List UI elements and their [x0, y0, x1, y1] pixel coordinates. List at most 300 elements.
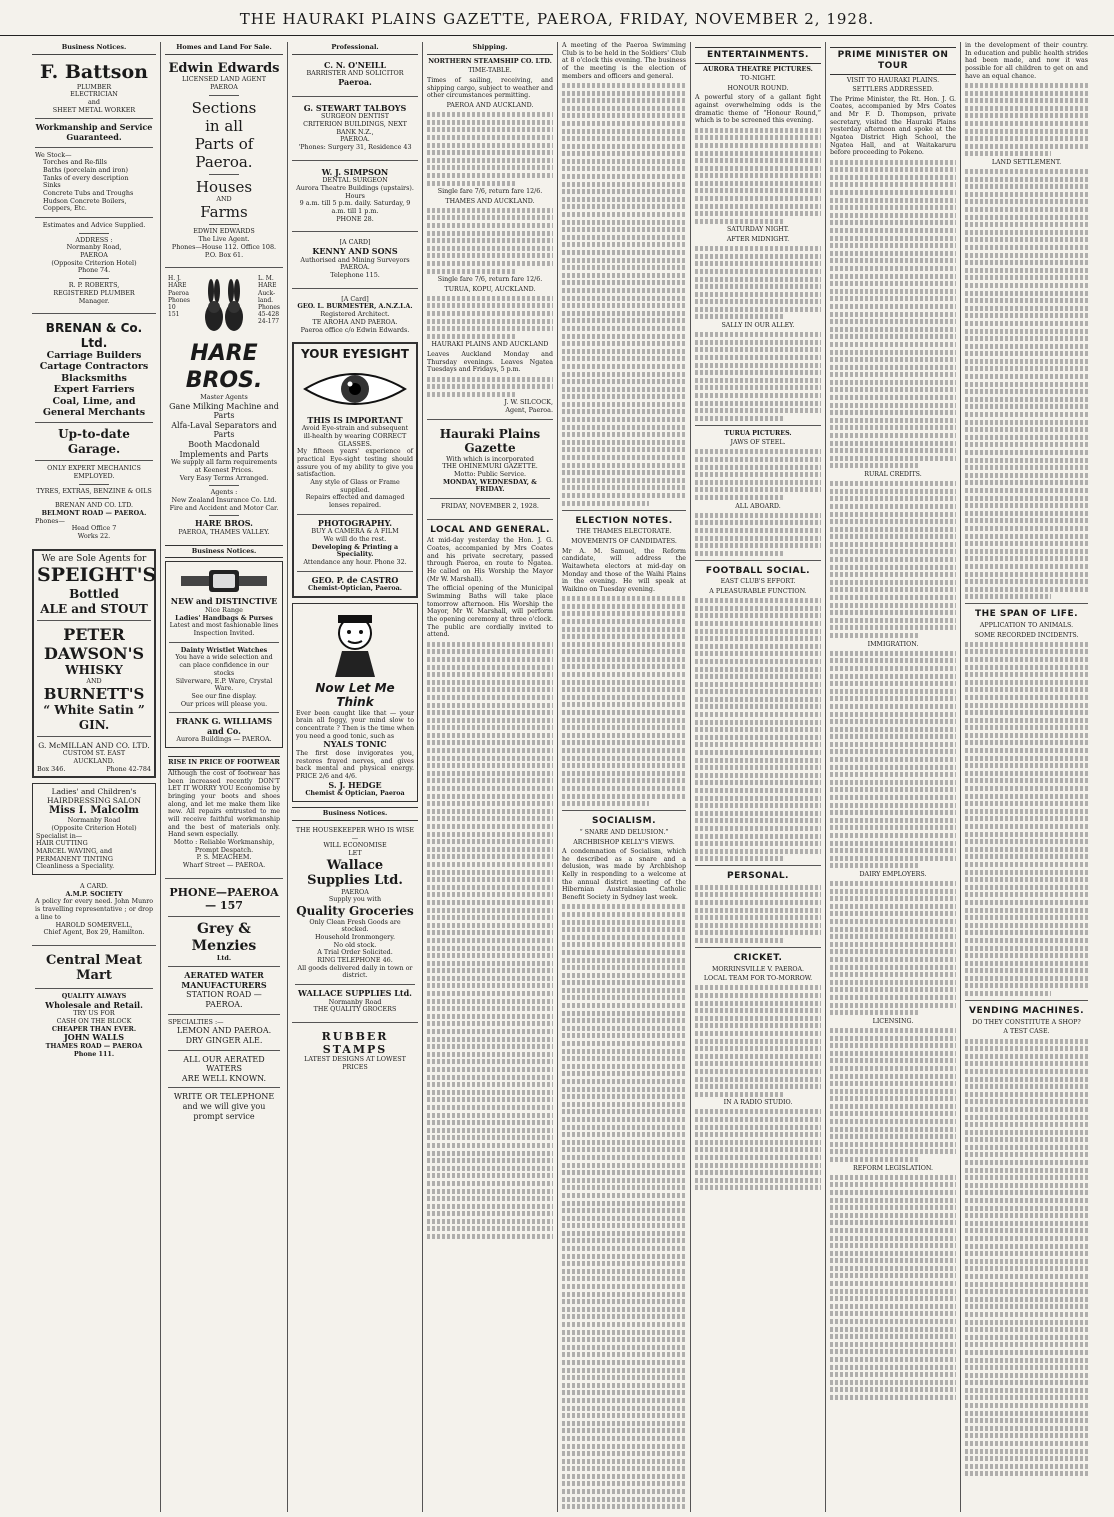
section-heading: CRICKET. [733, 952, 783, 963]
subheading: A TEST CASE. [1003, 1028, 1050, 1036]
ad-line: Nice Range [205, 606, 243, 615]
ad-line: LET [348, 848, 362, 857]
ad-line: TYRES, EXTRAS, BENZINE & OILS [36, 486, 152, 495]
rubber-stamps-ad [292, 1027, 418, 1075]
section-heading: PRIME MINISTER ON TOUR [830, 47, 956, 75]
ad-line: Phones [168, 296, 191, 304]
ad-line: Developing & Printing a Speciality. [311, 542, 399, 559]
ad-title: RUBBER STAMPS [321, 1030, 389, 1057]
ad-line: HARE [257, 282, 277, 290]
eye-icon [300, 364, 410, 414]
ad-line: AERATED WATER [184, 970, 264, 981]
ad-line: Master Agents [200, 392, 248, 401]
section-heading: SOCIALISM. [592, 816, 656, 827]
ad-line: PAEROA [341, 887, 369, 896]
list-item: Concrete Tubs and Troughs [43, 188, 134, 197]
ad-line: CHEAPER THAN EVER. [51, 1024, 137, 1033]
route-title: HAURAKI PLAINS AND AUCKLAND [431, 341, 549, 349]
ad-line: DRY GINGER ALE. [185, 1035, 263, 1045]
ad-line: THIS IS IMPORTANT [307, 414, 403, 425]
subheading: DAIRY EMPLOYERS. [859, 870, 927, 878]
route-title: PAEROA AND AUCKLAND. [446, 102, 534, 110]
ad-line: [A CARD] [339, 238, 371, 247]
ad-line: Normanby Road, [66, 243, 122, 252]
section-heading: PERSONAL. [727, 871, 789, 882]
ad-line: Phones [257, 303, 280, 311]
hare-bros-ad [165, 272, 283, 539]
ad-line: WRITE OR TELEPHONE [173, 1092, 275, 1102]
ad-line: HAIR CUTTING [36, 839, 88, 848]
ad-line: Paeroa. [338, 77, 372, 88]
ad-line: [A Card] [341, 294, 369, 303]
section-heading: THE SPAN OF LIFE. [974, 609, 1079, 620]
ad-line: Estimates and Advice Supplied. [42, 221, 146, 230]
ad-line: GEO. P. de CASTRO [311, 574, 399, 585]
ad-line: DAWSON'S [43, 644, 145, 664]
column-header: Professional. [292, 42, 418, 55]
ad-title: BRENAN & Co. Ltd. [45, 321, 143, 350]
ad-line: Motto : Reliable Workmanship, Prompt Despatch. [173, 837, 275, 854]
ad-line: My fifteen years' experience of practical Eye-sight testing should assure you of my ability to give you satisfaction. [297, 448, 413, 479]
ad-line: 151 [168, 311, 180, 319]
ad-line: Blacksmiths [61, 372, 127, 384]
ad-line: Cleanliness a Speciality. [36, 862, 115, 871]
route-title: TURUA, KOPU, AUCKLAND. [444, 285, 536, 293]
meat-mart-ad [32, 950, 156, 1062]
ad-line: Expert Farriers [53, 384, 135, 396]
ad-line: WALLACE SUPPLIES Ltd. [298, 988, 412, 999]
ad-line: Ladies' Handbags & Purses [175, 613, 273, 622]
gazette-title: Hauraki Plains Gazette [439, 426, 541, 456]
speights-ad [32, 549, 156, 779]
ad-text: Although the cost of footwear has been increased recently DON'T LET IT WORRY YOU Economise by bringing your boots and shoes along, and let me make them like new. All repairs entrusted to me will receive faithful workmanship and the best of materials only. Hand sewn especially. [168, 769, 280, 839]
ad-line: No old stock. [333, 940, 377, 949]
ad-title: Now Let Me Think [315, 681, 395, 710]
column-7 [826, 42, 961, 1512]
column-4 [423, 42, 558, 1512]
ad-line: Paeroa office c/o Edwin Edwards. [300, 325, 410, 334]
article-text: At mid-day yesterday the Hon. J. G. Coates, accompanied by Mrs Coates and his private secretary, passed through Paeroa, en route to Ngatea. He called on His Worship the Mayor (Mr W. Marshall). [427, 537, 553, 583]
ad-line: PHONE—PAEROA — 157 [169, 885, 279, 912]
hare-rabbit-icon [196, 277, 252, 339]
article-text: The Prime Minister, the Rt. Hon. J. G. Coates, accompanied by Mrs Coates and Mr F. D. Thompson, private secretary, visited the Hauraki Plains yesterday afternoon and spoke at the Ngatea District High School, the Ngatea Hall, and at Waitakaruru before proceeding to Pokeno. [830, 95, 956, 157]
ad-line: Normanby Road [67, 816, 121, 825]
subheading: AURORA THEATRE PICTURES. [703, 65, 813, 73]
ad-line: Authorised and Mining Surveyors [300, 255, 410, 264]
column-8 [961, 42, 1092, 1512]
ad-line: A Trial Order Solicited. [317, 948, 393, 957]
ad-line: THE OHINEMURI GAZETTE. [442, 462, 538, 471]
ad-line: Repairs effected and damaged lenses repaired. [305, 493, 405, 509]
subheading: IMMIGRATION. [867, 640, 919, 648]
stock-list [35, 159, 153, 213]
ad-title: G. STEWART TALBOYS [303, 102, 407, 113]
subheading: VISIT TO HAURAKI PLAINS. [846, 76, 940, 84]
ad-title: F. Battson [40, 60, 148, 83]
subheading: IN A RADIO STUDIO. [723, 1099, 793, 1107]
ad-line: We will do the rest. [323, 534, 387, 543]
column-2 [161, 42, 288, 1512]
ad-line: ELECTRICIAN [70, 90, 118, 99]
timetable-title: TIME-TABLE. [468, 67, 512, 75]
fare-line: Single fare 7/6, return fare 12/6. [437, 188, 543, 196]
column-header: Business Notices. [165, 545, 283, 559]
masthead: THE HAURAKI PLAINS GAZETTE, PAEROA, FRIDAY, NOVEMBER 2, 1928. [0, 0, 1114, 36]
subheading: RURAL CREDITS. [864, 471, 922, 478]
ad-line: ONLY EXPERT MECHANICS EMPLOYED. [47, 464, 141, 480]
ad-line: DENTAL SURGEON [322, 176, 388, 185]
ad-line: Avoid Eye-strain and subsequent ill-health by wearing CORRECT GLASSES. [301, 424, 409, 448]
battson-ad [32, 58, 156, 308]
ad-line: Wholesale and Retail. [45, 999, 143, 1010]
route-title: THAMES AND AUCKLAND. [445, 197, 535, 205]
ad-line: 'Phones: Surgery 31, Residence 43 [298, 143, 412, 152]
ad-line: With which is incorporated [446, 454, 534, 463]
ad-line: Hours [345, 191, 365, 200]
ad-line: PAEROA. [340, 263, 370, 272]
route-text: Leaves Auckland Monday and Thursday evenings. Leaves Ngatea Tuesdays and Fridays, 5 p.m. [427, 350, 553, 374]
ad-line: The first dose invigorates you, restores frayed nerves, and gives back mental and physical energy. PRICE 2/6 and 4/6. [296, 750, 414, 781]
list-item: Tanks of every description [43, 173, 129, 182]
subheading: A PLEASURABLE FUNCTION. [709, 588, 807, 596]
ad-title: Wallace Supplies Ltd. [307, 857, 403, 889]
ad-line: Alfa-Laval Separators and Parts [171, 420, 277, 440]
ad-line: PRICES [342, 1063, 368, 1072]
ad-line: REGISTERED PLUMBER [53, 288, 135, 297]
subheading: LICENSING. [872, 1017, 914, 1025]
ad-line: Quality Groceries [296, 904, 414, 919]
ad-line: Sections [191, 98, 257, 117]
ad-line: ADDRESS : [75, 235, 113, 244]
ad-line: AND [216, 194, 232, 203]
ad-title: Edwin Edwards [168, 60, 280, 76]
ad-line: and [87, 97, 101, 106]
ad-title: Grey & Menzies [191, 921, 257, 954]
subheading: EAST CLUB'S EFFORT. [720, 578, 796, 586]
section-heading: ENTERTAINMENTS. [695, 47, 821, 64]
ad-line: BELMONT ROAD — PAEROA. [41, 508, 147, 517]
agent-name: J. W. SILCOCK, [504, 398, 553, 407]
ad-line: Any style of Glass or Frame supplied. [310, 477, 400, 494]
subheading: MOVEMENTS OF CANDIDATES. [571, 537, 677, 545]
ad-line: General Merchants [42, 406, 146, 418]
ad-line: Latest and most fashionable lines [169, 621, 279, 630]
article-text: The official opening of the Municipal Swimming Baths will take place tomorrow afternoon. His Worship the Mayor, Mr W. Marshall, will perform the opening ceremony at three o'clock. The public are cordially invited to attend. [427, 585, 553, 639]
gazette-masthead [427, 424, 553, 514]
subheading: HONOUR ROUND. [727, 84, 789, 92]
footwear-ad [165, 753, 283, 872]
fare-line: Single fare 7/6, return fare 12/6. [437, 276, 543, 284]
ad-line: in all [205, 116, 243, 135]
ad-line: We Stock— [35, 150, 72, 159]
ad-line: HARE BROS. [195, 518, 253, 529]
ad-line: Ever been caught like that — your brain all foggy, your mind slow to concentrate ? Then is the time when you need a good tonic, such as [296, 709, 414, 740]
column-header: Shipping. [427, 42, 553, 55]
subheading: TO-NIGHT. [740, 75, 776, 83]
ad-line: PLUMBER [76, 82, 112, 91]
malcolm-ad [32, 783, 156, 875]
ad-line: Telephone 115. [330, 271, 380, 280]
ad-line: We are Sole Agents for [41, 553, 147, 564]
ad-line: We supply all farm requirements at Keenest Prices. [170, 458, 278, 474]
subheading: REFORM LEGISLATION. [852, 1164, 933, 1172]
ad-line: Household Ironmongery. [314, 932, 395, 941]
ad-line: Chemist & Optician, Paeroa [305, 789, 405, 798]
ad-line: H. J. [168, 275, 181, 283]
ad-line: Carriage Builders [46, 350, 142, 361]
subheading: ALL ABOARD. [735, 502, 781, 510]
ad-line: Specialist in— [36, 831, 83, 840]
ad-line: Agents : [210, 488, 238, 497]
ad-line: S. J. HEDGE [328, 779, 382, 790]
ad-line: Chemist-Optician, Paeroa. [308, 584, 402, 593]
ad-line: A CARD. [80, 882, 108, 891]
newspaper-page [28, 42, 1092, 1512]
ad-line: AND [86, 676, 102, 685]
ad-line: FRANK G. WILLIAMS and Co. [175, 716, 273, 736]
ad-line: LICENSED LAND AGENT [182, 75, 266, 84]
ad-line: SHEET METAL WORKER [52, 105, 136, 114]
thinking-man-icon [320, 609, 390, 679]
ad-line: See our fine display. [191, 691, 257, 700]
ad-line: PHOTOGRAPHY. [317, 517, 393, 528]
brenan-ad [32, 318, 156, 543]
ad-line: PAEROA [80, 251, 108, 260]
nyals-ad [292, 603, 418, 802]
ad-line: GIN. [78, 717, 110, 732]
ad-line: Booth Macdonald Implements and Parts [179, 440, 269, 459]
ad-title: KENNY AND SONS [312, 246, 398, 257]
ad-line: “ White Satin ” [43, 703, 145, 718]
ad-line: (Opposite Criterion Hotel) [51, 258, 137, 267]
ad-title: Miss I. Malcolm [49, 805, 139, 817]
ad-line: CUSTOM ST. EAST [62, 749, 126, 758]
subheading: SALLY IN OUR ALLEY. [721, 322, 795, 330]
ad-line: Farms [200, 203, 248, 222]
ad-line: MARCEL WAVING, and [36, 847, 113, 856]
ad-line: Up-to-date Garage. [58, 427, 130, 456]
ad-line: HAROLD SOMERVELL, [55, 920, 133, 929]
ad-line: Normanby Road [328, 997, 382, 1006]
ad-line: JOHN WALLS [63, 1032, 125, 1043]
ad-line: Dainty Wristlet Watches [180, 645, 268, 654]
list-item: Coppers, Etc. [43, 204, 87, 213]
subheading: “ SNARE AND DELUSION.” [579, 828, 669, 836]
article-text: Mr A. M. Samuel, the Reform candidate, will address the Waitawheta electors at mid-day on Monday and those of the Waihi Plains in the evening. He will speak at Waikino on Tuesday evening. [562, 547, 686, 593]
ad-line: All goods delivered daily in town or district. [297, 963, 413, 980]
ad-line: Chief Agent, Box 29, Hamilton. [43, 928, 145, 937]
ad-title: A.M.P. SOCIETY [65, 889, 123, 898]
ad-line: Head Office 7 [71, 524, 117, 533]
subheading: MORRINSVILLE V. PAEROA. [711, 965, 805, 973]
ad-line: Motto: Public Service. [453, 469, 527, 478]
ad-line: QUALITY ALWAYS [61, 992, 127, 1001]
ad-line: WILL ECONOMISE [323, 841, 387, 850]
article-text: A powerful story of a gallant fight against overwhelming odds is the dramatic theme of “Honour Round,” which is to be screened this evening. [695, 94, 821, 125]
ad-line: Very Easy Terms Arranged. [179, 473, 269, 482]
article-text: A condemnation of Socialism, which he described as a snare and a delusion, was made by Archbishop Kelly in responding to a welcome at the annual district meeting of the Hibernian Australasian Catholic Benefit Society in Sydney last week. [562, 848, 686, 902]
ad-line: 24-177 [257, 318, 280, 326]
column-6 [691, 42, 826, 1512]
ad-line: TE AROHA AND PAEROA. [312, 317, 398, 326]
ad-line: BURNETT'S [43, 685, 145, 704]
subheading: APPLICATION TO ANIMALS. [979, 622, 1074, 630]
issue-date: FRIDAY, NOVEMBER 2, 1928. [441, 501, 539, 510]
ad-line: AUCKLAND. [73, 756, 115, 765]
williams-ad [165, 561, 283, 748]
ad-line: BRENAN AND CO. LTD. [54, 501, 134, 510]
list-item: Sinks [43, 181, 61, 190]
column-1 [28, 42, 161, 1512]
ad-line: PERMANENT TINTING [36, 854, 113, 863]
subheading: SOME RECORDED INCIDENTS. [974, 631, 1079, 639]
ad-line: ARE WELL KNOWN. [181, 1073, 267, 1083]
ad-line: (Opposite Criterion Hotel) [51, 823, 137, 832]
ad-line: CASH ON THE BLOCK [56, 1017, 132, 1026]
ad-line: Aurora Theatre Buildings (upstairs). [296, 183, 414, 192]
ad-line: 9 a.m. till 5 p.m. daily. Saturday, 9 a.m. till 1 p.m. [299, 199, 411, 216]
ad-line: PHONE 28. [336, 214, 374, 223]
ad-line: MANUFACTURERS [181, 979, 267, 990]
eyesight-ad [292, 342, 418, 598]
ad-line: and we will give you prompt service [182, 1101, 266, 1121]
ad-line: G. McMILLAN AND CO. LTD. [38, 741, 150, 751]
ad-line: Works 22. [77, 531, 111, 540]
hare-logo: HARE BROS. [185, 341, 263, 393]
ad-line: P. S. MEACHEM. [196, 853, 252, 862]
subheading: AFTER MIDNIGHT. [726, 235, 790, 243]
agent-title: Agent, Paeroa. [505, 406, 553, 415]
ad-line: THE HOUSEKEEPER WHO IS WISE— [295, 825, 415, 842]
ad-title: SPEIGHT'S [37, 564, 157, 587]
column-header: Homes and Land For Sale. [165, 42, 283, 55]
ad-line: Workmanship and Service Guaranteed. [35, 122, 153, 142]
ad-line: Phone 74. [77, 266, 111, 275]
ad-line: Cartage Contractors [39, 361, 149, 373]
list-item: Baths (porcelain and iron) [43, 165, 128, 174]
edwards-ad [165, 58, 283, 262]
ad-line: Phone 111. [73, 1049, 115, 1058]
ad-line: Bottled [69, 587, 119, 602]
list-item: Torches and Re-fills [43, 158, 107, 167]
ad-line: NYALS TONIC [323, 739, 387, 750]
ad-line: Gane Milking Machine and Parts [169, 401, 279, 421]
subheading: DO THEY CONSTITUTE A SHOP? [972, 1018, 1081, 1026]
ad-line: PAEROA, THAMES VALLEY. [178, 527, 270, 536]
amp-ad [32, 880, 156, 940]
ad-line: land. [257, 296, 274, 304]
ad-line: ALL OUR AERATED WATERS [183, 1054, 265, 1074]
ad-line: New Zealand Insurance Co. Ltd. Fire and Accident and Motor Car. [169, 495, 279, 512]
ad-line: SURGEON DENTIST [320, 112, 390, 121]
list-item: Hudson Concrete Boilers, [43, 196, 127, 205]
grey-menzies-ad [165, 883, 283, 1124]
ad-line: Attendance any hour. Phone 32. [303, 558, 407, 567]
ad-line: L. M. [257, 275, 274, 283]
kenny-ad [292, 236, 418, 282]
ad-line: MONDAY, WEDNESDAY, & FRIDAY. [443, 477, 537, 494]
ad-line: LATEST DESIGNS AT LOWEST [304, 1055, 406, 1064]
ad-line: Registered Architect. [320, 310, 390, 319]
ad-line: THAMES ROAD — PAEROA [45, 1042, 143, 1050]
ad-line: Ltd. [216, 953, 232, 962]
column-5 [558, 42, 691, 1512]
column-header: Business Notices. [292, 807, 418, 821]
ad-line: PETER [63, 625, 125, 644]
ad-title: RISE IN PRICE OF FOOTWEAR [168, 756, 280, 770]
ad-line: Manager. [78, 296, 110, 305]
ad-line: Only Clean Fresh Goods are stocked. [309, 917, 401, 934]
section-heading: ELECTION NOTES. [575, 515, 673, 526]
ad-line: RING TELEPHONE 46. [317, 955, 393, 964]
subheading: LOCAL TEAM FOR TO-MORROW. [703, 975, 813, 983]
subheading: THE THAMES ELECTORATE. [576, 528, 672, 536]
section-heading: VENDING MACHINES. [968, 1006, 1084, 1017]
ad-line: Phones— [35, 516, 65, 525]
ad-line: SPECIALTIES :— [168, 1017, 224, 1026]
ad-line: LEMON AND PAEROA. [176, 1026, 272, 1036]
timetable-intro: Times of sailing, receiving, and shipping cargo, subject to weather and other circumstances permitting. [427, 77, 553, 100]
ad-line: THE QUALITY GROCERS [313, 1005, 397, 1014]
ad-line: TRY US FOR [73, 1009, 115, 1018]
ad-line: Aurora Buildings — PAEROA. [176, 735, 272, 744]
subheading: TURUA PICTURES. [724, 429, 792, 437]
ad-line: Phones—House 112. Office 108. [171, 242, 277, 251]
ad-line: Silverware, E.P. Ware, Crystal Ware. [175, 676, 273, 693]
ad-line: Parts of Paeroa. [194, 134, 254, 171]
ad-line: 45-428 [257, 311, 280, 319]
column-3 [288, 42, 423, 1512]
ad-line: PAEROA. [340, 135, 370, 144]
ad-title: NEW and DISTINCTIVE [170, 596, 278, 607]
ad-line: The Live Agent. [198, 235, 250, 244]
ad-line: BARRISTER AND SOLICITOR [306, 69, 404, 78]
article-text: in the development of their country. In education and public health strides had been made, and now it was possible for all children to get on and have an equal chance. [965, 42, 1088, 80]
ad-line: CRITERION BUILDINGS, NEXT BANK N.Z., [303, 119, 407, 136]
ad-line: BUY A CAMERA & A FILM [311, 527, 399, 536]
ad-line: HARE [168, 282, 187, 290]
oneill-ad [292, 58, 418, 91]
talboys-ad [292, 101, 418, 155]
ad-line: ALE and STOUT [40, 601, 148, 616]
burmester-ad [292, 293, 418, 337]
subheading: JAWS OF STEEL. [730, 439, 786, 447]
ad-title: Central Meat Mart [46, 952, 142, 984]
ad-line: Inspection Invited. [193, 629, 255, 638]
ad-line: Phone 42-784 [106, 764, 151, 773]
simpson-ad [292, 165, 418, 227]
ad-line: Ladies' and Children's HAIRDRESSING SALON [47, 787, 141, 806]
subheading: LAND SETTLEMENT. [991, 158, 1062, 166]
ad-line: Auck- [257, 289, 276, 297]
ad-line: STATION ROAD — PAEROA. [186, 990, 262, 1010]
subheading: SATURDAY NIGHT. [726, 226, 790, 234]
ad-line: PAEROA [210, 83, 238, 92]
ad-line: WHISKY [65, 663, 123, 678]
section-heading: FOOTBALL SOCIAL. [705, 565, 811, 576]
ad-line: EDWIN EDWARDS [193, 227, 255, 236]
ad-line: 10 [168, 303, 176, 311]
ad-line: Wharf Street — PAEROA. [182, 860, 266, 869]
ad-line: Our prices will please you. [180, 699, 268, 708]
wristwatch-icon [179, 567, 269, 595]
ad-title: YOUR EYESIGHT [301, 347, 409, 362]
ad-title: W. J. SIMPSON [321, 166, 389, 177]
ad-line: You have a wide selection and can place confidence in our stocks [175, 653, 273, 677]
ad-line: P.O. Box 61. [204, 250, 244, 259]
column-header: Business Notices. [32, 42, 156, 55]
ad-line: Houses [195, 177, 253, 196]
